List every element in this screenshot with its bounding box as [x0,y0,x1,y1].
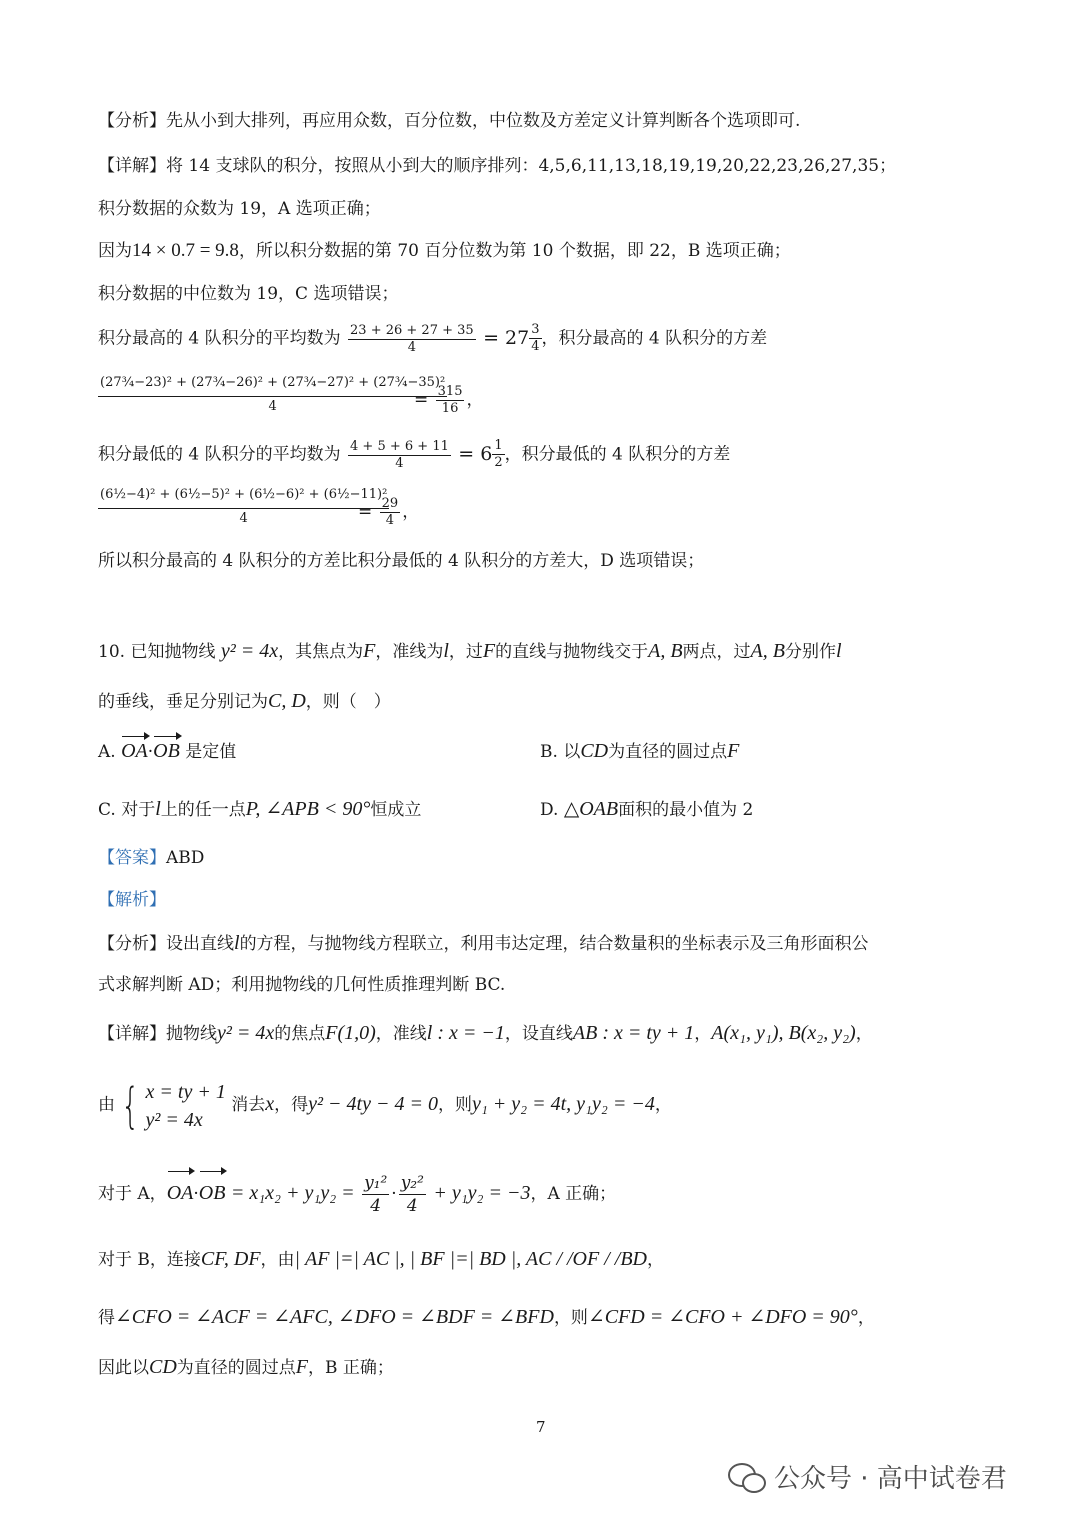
answer-tag: 【答案】 [98,848,166,868]
detail-text: 将 14 支球队的积分，按照从小到大的顺序排列：4,5,6,11,13,18,19,19,20,22,23,26,27,35； [166,156,897,176]
watermark [728,1458,1007,1495]
detail-tag: 【详解】 [98,156,166,176]
analysis-tag: 【分析】 [98,111,166,131]
wechat-icon [728,1461,766,1493]
conclusion-b-line: 因此以CD为直径的圆过点F，B 正确； [98,1356,394,1378]
system-line: 由 { x = ty + 1 y² = 4x 消去x，得y² − 4ty − 4 = 0，则y₁ + y₂ = 4t, y₁y₂ = −4， [98,1077,672,1134]
page-number: 7 [536,1418,546,1436]
vector-ob: OB [153,740,180,762]
vector-oa: OA [121,740,148,762]
analysis-line-1 [98,108,800,134]
detail-2-line: 【详解】抛物线y² = 4x的焦点F(1,0)，准线l : x = −1，设直线AB : x = ty + 1，A(x₁, y₁), B(x₂, y₂)， [98,1022,873,1044]
bottom-mean-line: 积分最低的 4 队积分的平均数为 $\frac{4 + 5 + 6 + 11}{4}$ = 6 $\frac{1}{2}$ ，积分最低的 4 队积分的方差 [98,438,731,471]
left-brace-icon: { [121,1077,140,1134]
question-number: 10. [98,642,126,662]
equation-system: x = ty + 1 y² = 4x [145,1080,226,1131]
watermark-text: 公众号 · 高中试卷君 [774,1464,1007,1494]
analysis-2-line-2: 式求解判断 AD；利用抛物线的几何性质推理判断 BC. [98,975,506,995]
analysis-2-line-1: 【分析】设出直线l的方程，与抛物线方程联立，利用韦达定理，结合数量积的坐标表示及三角形面积公 [98,932,869,954]
mode-line: 积分数据的众数为 19，A 选项正确； [98,199,381,219]
answer-value: ABD [166,848,205,868]
top-mean-fraction: $\frac{23 + 26 + 27 + 35}{4}$ [350,322,474,355]
detail-line-1 [98,153,896,179]
bottom-mean-result: = 6 $\frac{1}{2}$ [458,438,503,470]
top-mean-line: 积分最高的 4 队积分的平均数为 $\frac{23 + 26 + 27 + 35}{4}$ = 27 $\frac{3}{4}$ ，积分最高的 4 队积分的方差 [98,322,768,355]
angles-line: 得∠CFO = ∠ACF = ∠AFC, ∠DFO = ∠BDF = ∠BFD，则∠CFD = ∠CFO + ∠DFO = 90°， [98,1306,875,1328]
top-variance-result: = $\frac{315}{16}$ ， [414,384,484,416]
analysis-text: 先从小到大排列，再应用众数，百分位数，中位数及方差定义计算判断各个选项即可. [166,111,801,131]
for-a-line: 对于 A，OA·OB = x₁x₂ + y₁y₂ = $\frac{\text{y₁²}}{4}$ · $\frac{\text{y₂²}}{4}$ + y₁y₂ = −3，A 正确； [98,1173,617,1216]
for-b-line: 对于 B，连接CF, DF，由| AF |=| AC |, | BF |=| BD |, AC / /OF / /BD， [98,1248,664,1270]
option-c: C. 对于l上的任一点P, ∠APB < 90°恒成立 [98,798,422,820]
answer-line [98,845,204,871]
median-line: 积分数据的中位数为 19，C 选项错误； [98,284,399,304]
question-10-line-1: 10. 已知抛物线 y² = 4x，其焦点为F，准线为l，过F的直线与抛物线交于A, B两点，过A, B分别作l [98,640,842,662]
question-10-line-2: 的垂线，垂足分别记为C, D，则（ ） [98,690,391,712]
percentile-line: 因为14 × 0.7 = 9.8，所以积分数据的第 70 百分位数为第 10 个数据，即 22，B 选项正确； [98,240,791,261]
jiexi-tag: 【解析】 [98,890,166,910]
option-b: B. 以CD为直径的圆过点F [540,740,740,762]
option-a: A. OA·OB 是定值 [98,740,237,762]
option-d: D. △OAB面积的最小值为 2 [540,798,754,820]
bottom-variance-result: = $\frac{29}{4}$ ， [358,496,420,528]
top-mean-result: = 27 $\frac{3}{4}$ [483,322,540,354]
bottom-variance-fraction: $\frac{\text{(6½−4)² + (6½−5)² + (6½−6)² + (6½−11)²}}{4}$ [98,484,389,529]
variance-conclusion: 所以积分最高的 4 队积分的方差比积分最低的 4 队积分的方差大，D 选项错误； [98,551,705,571]
top-variance-fraction: $\frac{\text{(27¾−23)² + (27¾−26)² + (27¾−27)² + (27¾−35)²}}{4}$ [98,372,447,417]
bottom-mean-fraction: $\frac{4 + 5 + 6 + 11}{4}$ [350,438,449,471]
percentile-expr: 14 × 0.7 = 9.8 [132,240,239,261]
